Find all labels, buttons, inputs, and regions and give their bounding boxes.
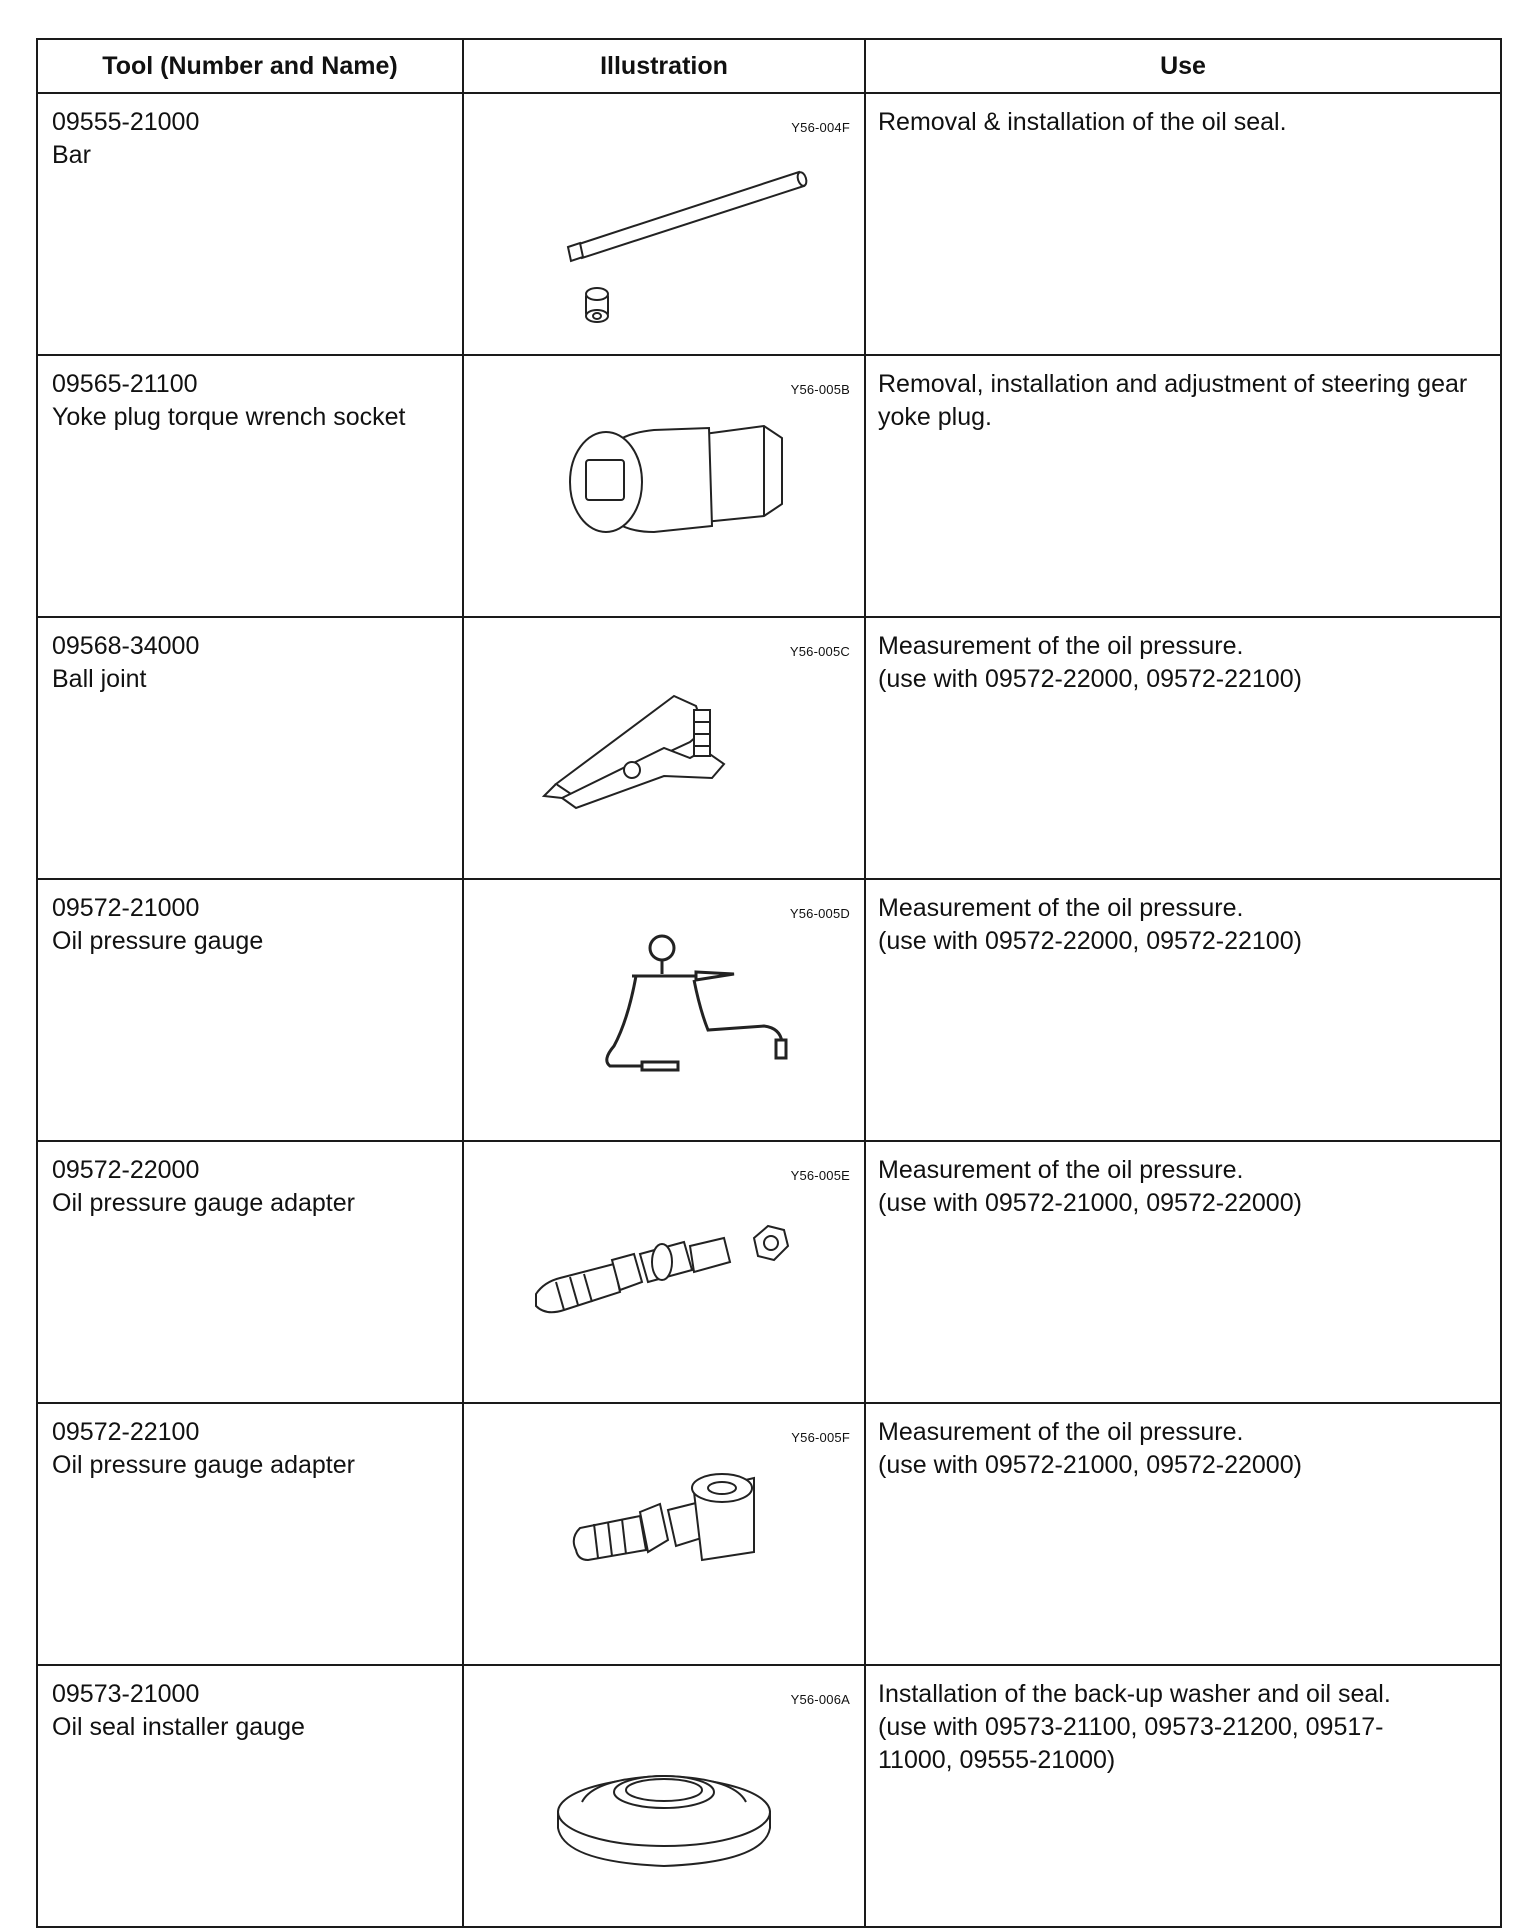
- tool-cell: [37, 879, 463, 1141]
- illustration-cell: [463, 617, 865, 879]
- special-tools-table: [36, 38, 1502, 1928]
- use-text: Measurement of the oil pressure. (use with 09572-22000, 09572-22100): [878, 632, 1302, 693]
- use-cell: [865, 879, 1501, 1141]
- tool-number: 09573-21000: [52, 1680, 200, 1708]
- illustration-cell: [463, 1665, 865, 1927]
- tool-name: Yoke plug torque wrench socket: [52, 403, 406, 431]
- table-row: [37, 93, 1501, 355]
- use-text: Measurement of the oil pressure. (use with 09572-21000, 09572-22000): [878, 1156, 1302, 1217]
- tool-name: Bar: [52, 141, 91, 169]
- use-cell: [865, 1141, 1501, 1403]
- tool-number: 09568-34000: [52, 632, 200, 660]
- figure-code: Y56-005F: [791, 1430, 850, 1445]
- table-row: [37, 617, 1501, 879]
- tool-name: Oil pressure gauge adapter: [52, 1189, 355, 1217]
- tool-cell: [37, 1665, 463, 1927]
- banjo-adapter-tool-icon: [464, 1404, 864, 1652]
- use-text: Removal & installation of the oil seal.: [878, 108, 1287, 136]
- table-row: [37, 1665, 1501, 1927]
- ball-joint-tool-icon: [464, 618, 864, 866]
- illustration-cell: [463, 93, 865, 355]
- table-row: [37, 1403, 1501, 1665]
- pressure-gauge-tool-icon: [464, 880, 864, 1128]
- figure-code: Y56-006A: [790, 1692, 850, 1707]
- tool-cell: [37, 93, 463, 355]
- use-text: Removal, installation and adjustment of steering gear yoke plug.: [878, 370, 1468, 431]
- table-header-row: [37, 39, 1501, 93]
- illustration-cell: [463, 1141, 865, 1403]
- tool-name: Oil pressure gauge adapter: [52, 1451, 355, 1479]
- bar-tool-icon: [464, 94, 864, 342]
- tool-name: Oil seal installer gauge: [52, 1713, 305, 1741]
- use-cell: [865, 355, 1501, 617]
- tool-number: 09572-22000: [52, 1156, 200, 1184]
- table-row: [37, 879, 1501, 1141]
- tool-cell: [37, 1141, 463, 1403]
- header-use: Use: [865, 39, 1501, 93]
- tool-number: 09555-21000: [52, 108, 200, 136]
- tool-cell: [37, 617, 463, 879]
- tool-number: 09572-22100: [52, 1418, 200, 1446]
- use-cell: [865, 93, 1501, 355]
- installer-ring-tool-icon: [464, 1666, 864, 1914]
- figure-code: Y56-005E: [790, 1168, 850, 1183]
- tool-name: Ball joint: [52, 665, 147, 693]
- gauge-adapter-tool-icon: [464, 1142, 864, 1390]
- illustration-cell: [463, 1403, 865, 1665]
- header-illustration: Illustration: [463, 39, 865, 93]
- use-text: Measurement of the oil pressure. (use with 09572-22000, 09572-22100): [878, 894, 1302, 955]
- use-cell: [865, 1403, 1501, 1665]
- tool-name: Oil pressure gauge: [52, 927, 264, 955]
- figure-code: Y56-004F: [791, 120, 850, 135]
- table-row: [37, 1141, 1501, 1403]
- tool-cell: [37, 1403, 463, 1665]
- socket-tool-icon: [464, 356, 864, 604]
- table-row: [37, 355, 1501, 617]
- header-tool: Tool (Number and Name): [37, 39, 463, 93]
- tool-number: 09572-21000: [52, 894, 200, 922]
- illustration-cell: [463, 879, 865, 1141]
- figure-code: Y56-005D: [789, 906, 850, 921]
- special-tools-sheet: [36, 38, 1500, 1928]
- illustration-cell: [463, 355, 865, 617]
- tool-number: 09565-21100: [52, 370, 198, 398]
- figure-code: Y56-005B: [790, 382, 850, 397]
- figure-code: Y56-005C: [789, 644, 850, 659]
- use-cell: [865, 617, 1501, 879]
- use-cell: [865, 1665, 1501, 1927]
- use-text: Measurement of the oil pressure. (use with 09572-21000, 09572-22000): [878, 1418, 1302, 1479]
- use-text: Installation of the back-up washer and oil seal. (use with 09573-21100, 09573-21200, 09517- 11000, 09555-21000): [878, 1680, 1391, 1774]
- tool-cell: [37, 355, 463, 617]
